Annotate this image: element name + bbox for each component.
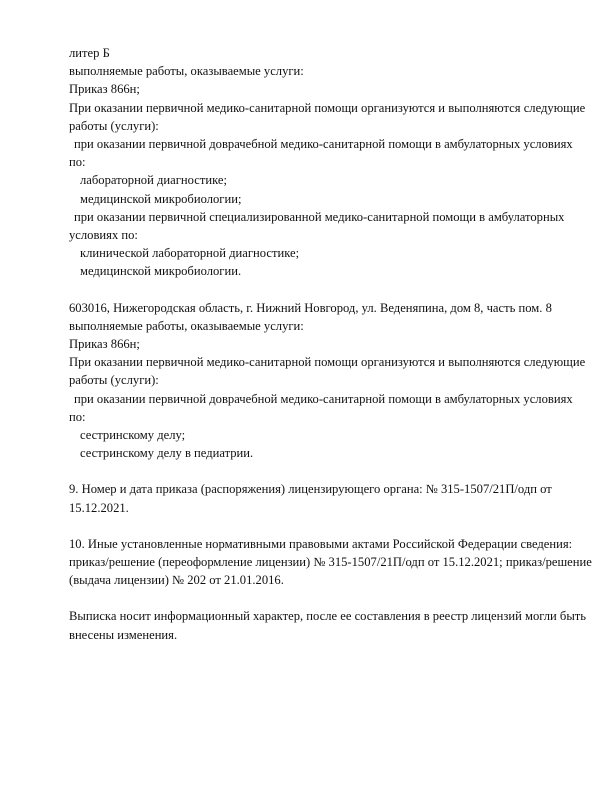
paragraph-gap [69, 517, 569, 535]
address-block-1 [69, 44, 586, 281]
service-item: медицинской микробиологии. [80, 264, 242, 279]
care-category-cont: по: [69, 155, 86, 170]
service-item: сестринскому делу; [80, 428, 186, 443]
other-info-line: 10. Иные установленные нормативными правовыми актами Российской Федерации сведения: [69, 536, 573, 551]
paragraph-gap [69, 281, 569, 299]
care-category: при оказании первичной специализированной медико-санитарной помощи в амбулаторных [74, 209, 565, 224]
works-heading: выполняемые работы, оказываемые услуги: [69, 64, 304, 79]
disclaimer-line: внесены изменения. [69, 627, 178, 642]
order-number-line: 9. Номер и дата приказа (распоряжения) лицензирующего органа: № 315-1507/21П/одп от [69, 482, 552, 497]
section-9-order-info [69, 480, 569, 516]
disclaimer-note [69, 607, 587, 643]
document-body [69, 44, 592, 644]
services-intro-cont: работы (услуги): [69, 118, 159, 133]
care-category: при оказании первичной доврачебной медико-санитарной помощи в амбулаторных условиях [74, 391, 573, 406]
section-10-other-info [69, 535, 592, 590]
order-ref: Приказ 866н; [69, 82, 140, 97]
service-item: клинической лабораторной диагностике; [80, 246, 300, 261]
other-info-line: (выдача лицензии) № 202 от 21.01.2016. [69, 573, 284, 588]
order-ref: Приказ 866н; [69, 337, 140, 352]
order-date-line: 15.12.2021. [69, 500, 129, 515]
service-item: медицинской микробиологии; [80, 191, 242, 206]
paragraph-gap [69, 462, 569, 480]
care-category: при оказании первичной доврачебной медико-санитарной помощи в амбулаторных условиях [74, 137, 573, 152]
services-intro: При оказании первичной медико-санитарной помощи организуются и выполняются следующие [69, 355, 586, 370]
works-heading: выполняемые работы, оказываемые услуги: [69, 318, 304, 333]
care-category-cont: условиях по: [69, 228, 138, 243]
address-line: 603016, Нижегородская область, г. Нижний Новгород, ул. Веденяпина, дом 8, часть пом. 8 [69, 300, 552, 315]
building-letter: литер Б [69, 46, 110, 60]
service-item: сестринскому делу в педиатрии. [80, 446, 254, 461]
disclaimer-line: Выписка носит информационный характер, после ее составления в реестр лицензий могли быть [69, 609, 587, 624]
paragraph-gap [69, 589, 569, 607]
services-intro: При оказании первичной медико-санитарной помощи организуются и выполняются следующие [69, 100, 586, 115]
services-intro-cont: работы (услуги): [69, 373, 159, 388]
care-category-cont: по: [69, 409, 86, 424]
service-item: лабораторной диагностике; [80, 173, 227, 188]
other-info-line: приказ/решение (переоформление лицензии) № 315-1507/21П/одп от 15.12.2021; приказ/решение [69, 555, 592, 570]
address-block-2 [69, 299, 586, 463]
